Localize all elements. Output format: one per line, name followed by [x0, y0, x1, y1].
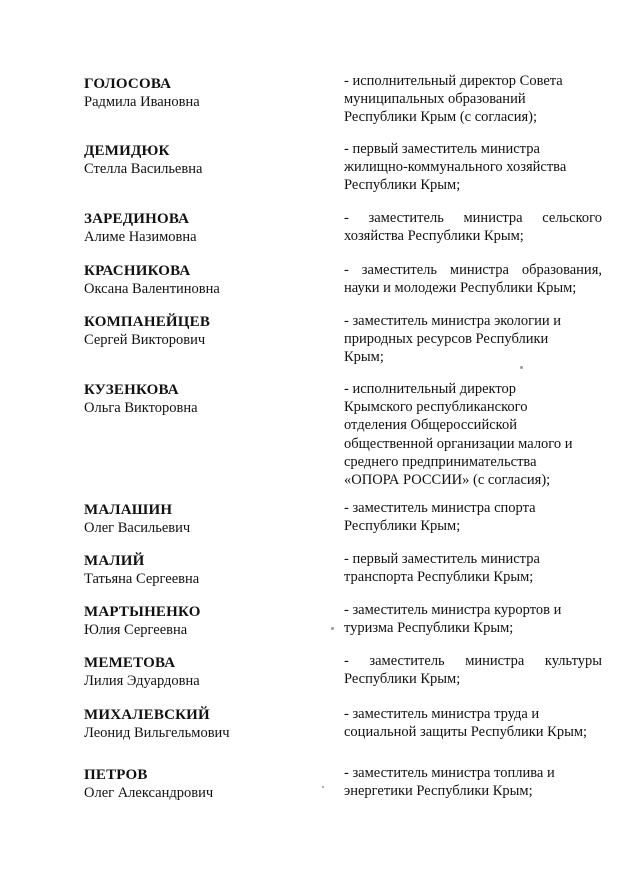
position-line: жилищно-коммунального хозяйства — [344, 159, 567, 176]
position-line: - заместитель министра спорта — [344, 500, 536, 516]
position-line: Республики Крым; — [344, 177, 461, 194]
member-surname: КОМПАНЕЙЦЕВ — [84, 314, 211, 330]
position-line: - исполнительный директор Совета — [344, 73, 563, 89]
position-line: природных ресурсов Республики — [344, 331, 549, 348]
position-line: - заместитель министра труда и — [344, 706, 540, 722]
member-position — [344, 261, 602, 297]
member-name-block — [84, 654, 324, 690]
member-position — [344, 380, 602, 489]
member-name-block — [84, 210, 324, 246]
member-given-name: Стелла Васильевна — [84, 161, 203, 177]
member-position — [344, 312, 602, 367]
scan-speck — [520, 366, 523, 369]
member-surname: ГОЛОСОВА — [84, 76, 172, 92]
position-line: хозяйства Республики Крым; — [344, 228, 524, 245]
position-line: муниципальных образований — [344, 91, 526, 108]
member-surname: КРАСНИКОВА — [84, 263, 191, 279]
position-line: - заместитель министра курортов и — [344, 602, 562, 618]
member-surname: ЗАРЕДИНОВА — [84, 211, 190, 227]
member-given-name: Юлия Сергеевна — [84, 622, 188, 638]
member-position — [344, 499, 602, 535]
member-given-name: Радмила Ивановна — [84, 94, 200, 110]
position-line: - заместитель министра образования, — [344, 262, 602, 278]
member-position — [344, 705, 602, 741]
member-name-block — [84, 766, 324, 802]
member-position — [344, 550, 602, 586]
position-line: Республики Крым; — [344, 671, 461, 688]
position-line: - заместитель министра культуры — [344, 653, 602, 669]
member-position — [344, 209, 602, 245]
position-line: Крымского республиканского — [344, 399, 528, 416]
member-surname: МАЛАШИН — [84, 502, 173, 518]
member-given-name: Сергей Викторович — [84, 332, 206, 348]
position-line: - заместитель министра экологии и — [344, 313, 562, 329]
position-line: отделения Общероссийской — [344, 417, 517, 434]
scan-speck — [322, 786, 324, 788]
member-surname: ДЕМИДЮК — [84, 143, 170, 159]
position-line: - первый заместитель министра — [344, 141, 540, 157]
member-position — [344, 72, 602, 127]
member-surname: МИХАЛЕВСКИЙ — [84, 707, 210, 723]
member-position — [344, 764, 602, 800]
member-given-name: Леонид Вильгельмович — [84, 725, 230, 741]
member-surname: МАЛИЙ — [84, 553, 145, 569]
member-name-block — [84, 501, 324, 537]
position-line: транспорта Республики Крым; — [344, 569, 534, 586]
position-line: - первый заместитель министра — [344, 551, 540, 567]
member-given-name: Лилия Эдуардовна — [84, 673, 200, 689]
member-name-block — [84, 313, 324, 349]
member-surname: ПЕТРОВ — [84, 767, 148, 783]
position-line: науки и молодежи Республики Крым; — [344, 280, 577, 297]
member-given-name: Ольга Викторовна — [84, 400, 198, 416]
member-position — [344, 140, 602, 195]
member-given-name: Олег Александрович — [84, 785, 214, 801]
position-line: - заместитель министра сельского — [344, 210, 602, 226]
position-line: Республики Крым (с согласия); — [344, 109, 538, 126]
position-line: энергетики Республики Крым; — [344, 783, 533, 800]
position-line: туризма Республики Крым; — [344, 620, 514, 637]
member-position — [344, 601, 602, 637]
position-line: среднего предпринимательства — [344, 453, 537, 470]
member-given-name: Олег Васильевич — [84, 520, 191, 536]
member-name-block — [84, 552, 324, 588]
member-name-block — [84, 381, 324, 417]
position-line: Крым; — [344, 349, 384, 366]
member-name-block — [84, 75, 324, 111]
member-given-name: Алиме Назимовна — [84, 229, 197, 245]
position-line: - заместитель министра топлива и — [344, 765, 555, 781]
member-surname: МАРТЫНЕНКО — [84, 604, 201, 620]
member-name-block — [84, 706, 324, 742]
member-surname: МЕМЕТОВА — [84, 655, 176, 671]
member-given-name: Оксана Валентиновна — [84, 281, 220, 297]
member-given-name: Татьяна Сергеевна — [84, 571, 200, 587]
scan-speck — [331, 627, 334, 630]
position-line: «ОПОРА РОССИИ» (с согласия); — [344, 472, 551, 489]
member-surname: КУЗЕНКОВА — [84, 382, 179, 398]
member-name-block — [84, 262, 324, 298]
position-line: общественной организации малого и — [344, 435, 573, 452]
member-name-block — [84, 142, 324, 178]
position-line: социальной защиты Республики Крым; — [344, 724, 588, 741]
member-position — [344, 652, 602, 688]
position-line: - исполнительный директор — [344, 381, 517, 397]
member-name-block — [84, 603, 324, 639]
position-line: Республики Крым; — [344, 518, 461, 535]
